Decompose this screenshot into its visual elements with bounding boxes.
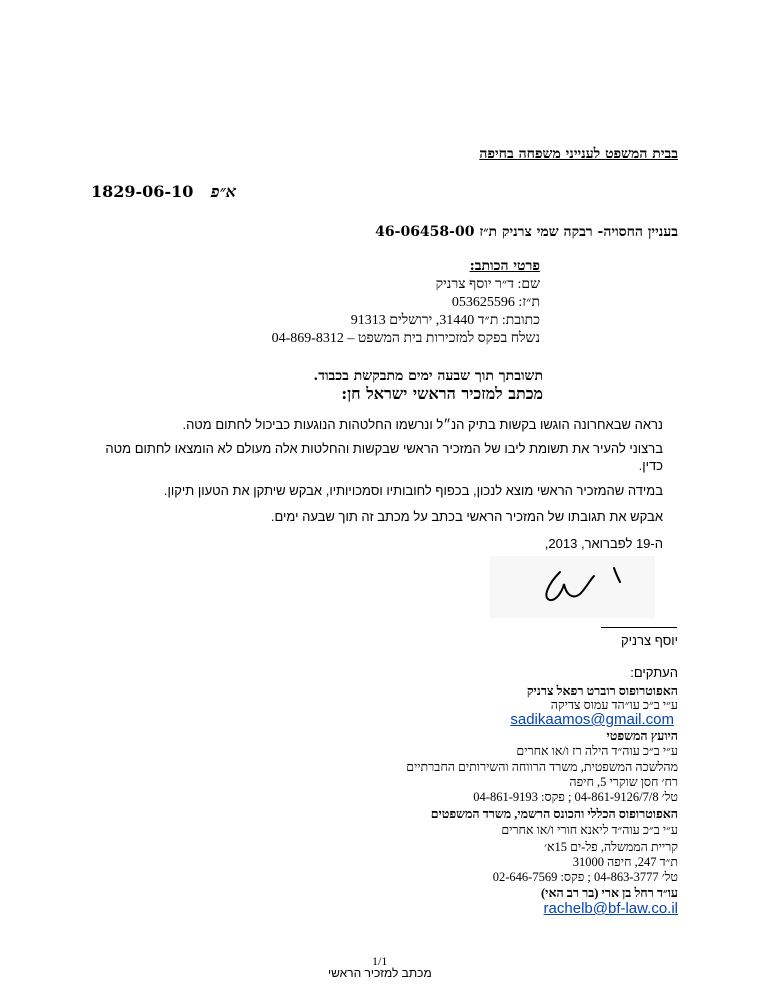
paragraph-4: אבקש את תגובתו של המזכיר הראשי בכתב על מכתב זה תוך שבעה ימים. xyxy=(270,509,663,524)
copy-legal-advisor-phone: טל׳ 04-861-9126/7/8 ; פקס: 04-861-9193 xyxy=(473,790,678,804)
paragraph-2-cont: כדין. xyxy=(638,458,663,473)
paragraph-2: ברצוני להעיר את תשומת ליבו של המזכיר הראשי שבקשות והחלטות אלה מעולם לא הומצאו לחתום מטה xyxy=(105,441,663,456)
copy-guardian-attorney: ע״י ב״כ עו״הד עמוס צדיקה xyxy=(550,698,678,712)
email-link-sadika[interactable]: sadikaamos@gmail.com xyxy=(510,711,674,728)
paragraph-1: נראה שבאחרונה הוגשו בקשות בתיק הנ״ל ונרשמו החלטהות הנוגעות כביכול לחתום מטה. xyxy=(182,417,663,432)
signer-name: יוסף צרניק xyxy=(621,633,678,648)
footer-caption: מכתב למזכיר הראשי xyxy=(328,966,432,980)
court-heading: בבית המשפט לענייני משפחה בחיפה xyxy=(479,146,678,162)
copy-legal-advisor: היועץ המשפטי xyxy=(606,729,678,743)
paragraph-3: במידה שהמזכיר הראשי מוצא לנכון, בכפוף לחובותיו וסמכויותיו, אבקש שיתקן את הטעון תיקון. xyxy=(163,483,663,498)
writer-name: שם: ד״ר יוסף צרניק xyxy=(435,277,540,292)
copy-general-guardian-pobox: ת״ד 247, חיפה 31000 xyxy=(572,855,678,869)
response-request: תשובתך תוך שבעה ימים מתבקשת בכבוד. xyxy=(313,368,543,384)
writer-id: ת״ז: 053625596 xyxy=(451,295,540,310)
copy-guardian: האפוטרופוס רוברט רפאל צרניק xyxy=(526,684,678,698)
copy-legal-advisor-office: מהלשכה המשפטית, משרד הרווחה והשירותים החברתיים xyxy=(406,760,678,774)
email-link-rachel[interactable]: rachelb@bf-law.co.il xyxy=(543,900,678,917)
copy-rachel-ben-ari: עו״ד רחל בן ארי (בר רב האי) xyxy=(541,886,678,900)
case-number-line xyxy=(91,182,236,202)
letter-date: ה-19 לפברואר, 2013, xyxy=(544,536,663,551)
case-prefix: א״פ xyxy=(210,182,236,201)
signature-line xyxy=(601,627,677,628)
copy-general-guardian-address: קריית הממשלה, פל-ים 15א׳ xyxy=(544,840,678,854)
copy-general-guardian-phone: טל׳ 04-863-3777 ; פקס: 02-646-7569 xyxy=(492,870,678,884)
copy-legal-advisor-attorney: ע״י ב״כ עוה״ד הילה רז ו/או אחרים xyxy=(516,744,678,758)
letter-title: מכתב למזכיר הראשי ישראל חן: xyxy=(341,384,543,403)
signature-image xyxy=(490,556,655,618)
writer-fax: נשלח בפקס למזכירות בית המשפט – 04-869-8312 xyxy=(271,331,540,346)
copy-general-guardian-attorney: ע״י ב״כ עוה״ד ליאנא חורי ו/או אחרים xyxy=(501,823,678,837)
case-number: 1829-06-10 xyxy=(91,182,194,201)
signature-drawing xyxy=(490,556,655,618)
case-subject: בעניין החסויה- רבקה שמי צרניק ת״ז 46-06458-00 xyxy=(375,224,678,240)
writer-address: כתובת: ת״ד 31440, ירושלים 91313 xyxy=(350,313,540,328)
copies-heading: העתקים: xyxy=(630,665,678,680)
copy-legal-advisor-address: רח׳ חסן שוקרי 5, חיפה xyxy=(569,775,678,789)
page-number: 1/1 xyxy=(372,954,388,968)
copy-general-guardian: האפוטרופוס הכללי והכונס הרשמי, משרד המשפטים xyxy=(430,807,678,821)
writer-heading: פרטי הכותב: xyxy=(469,258,540,274)
